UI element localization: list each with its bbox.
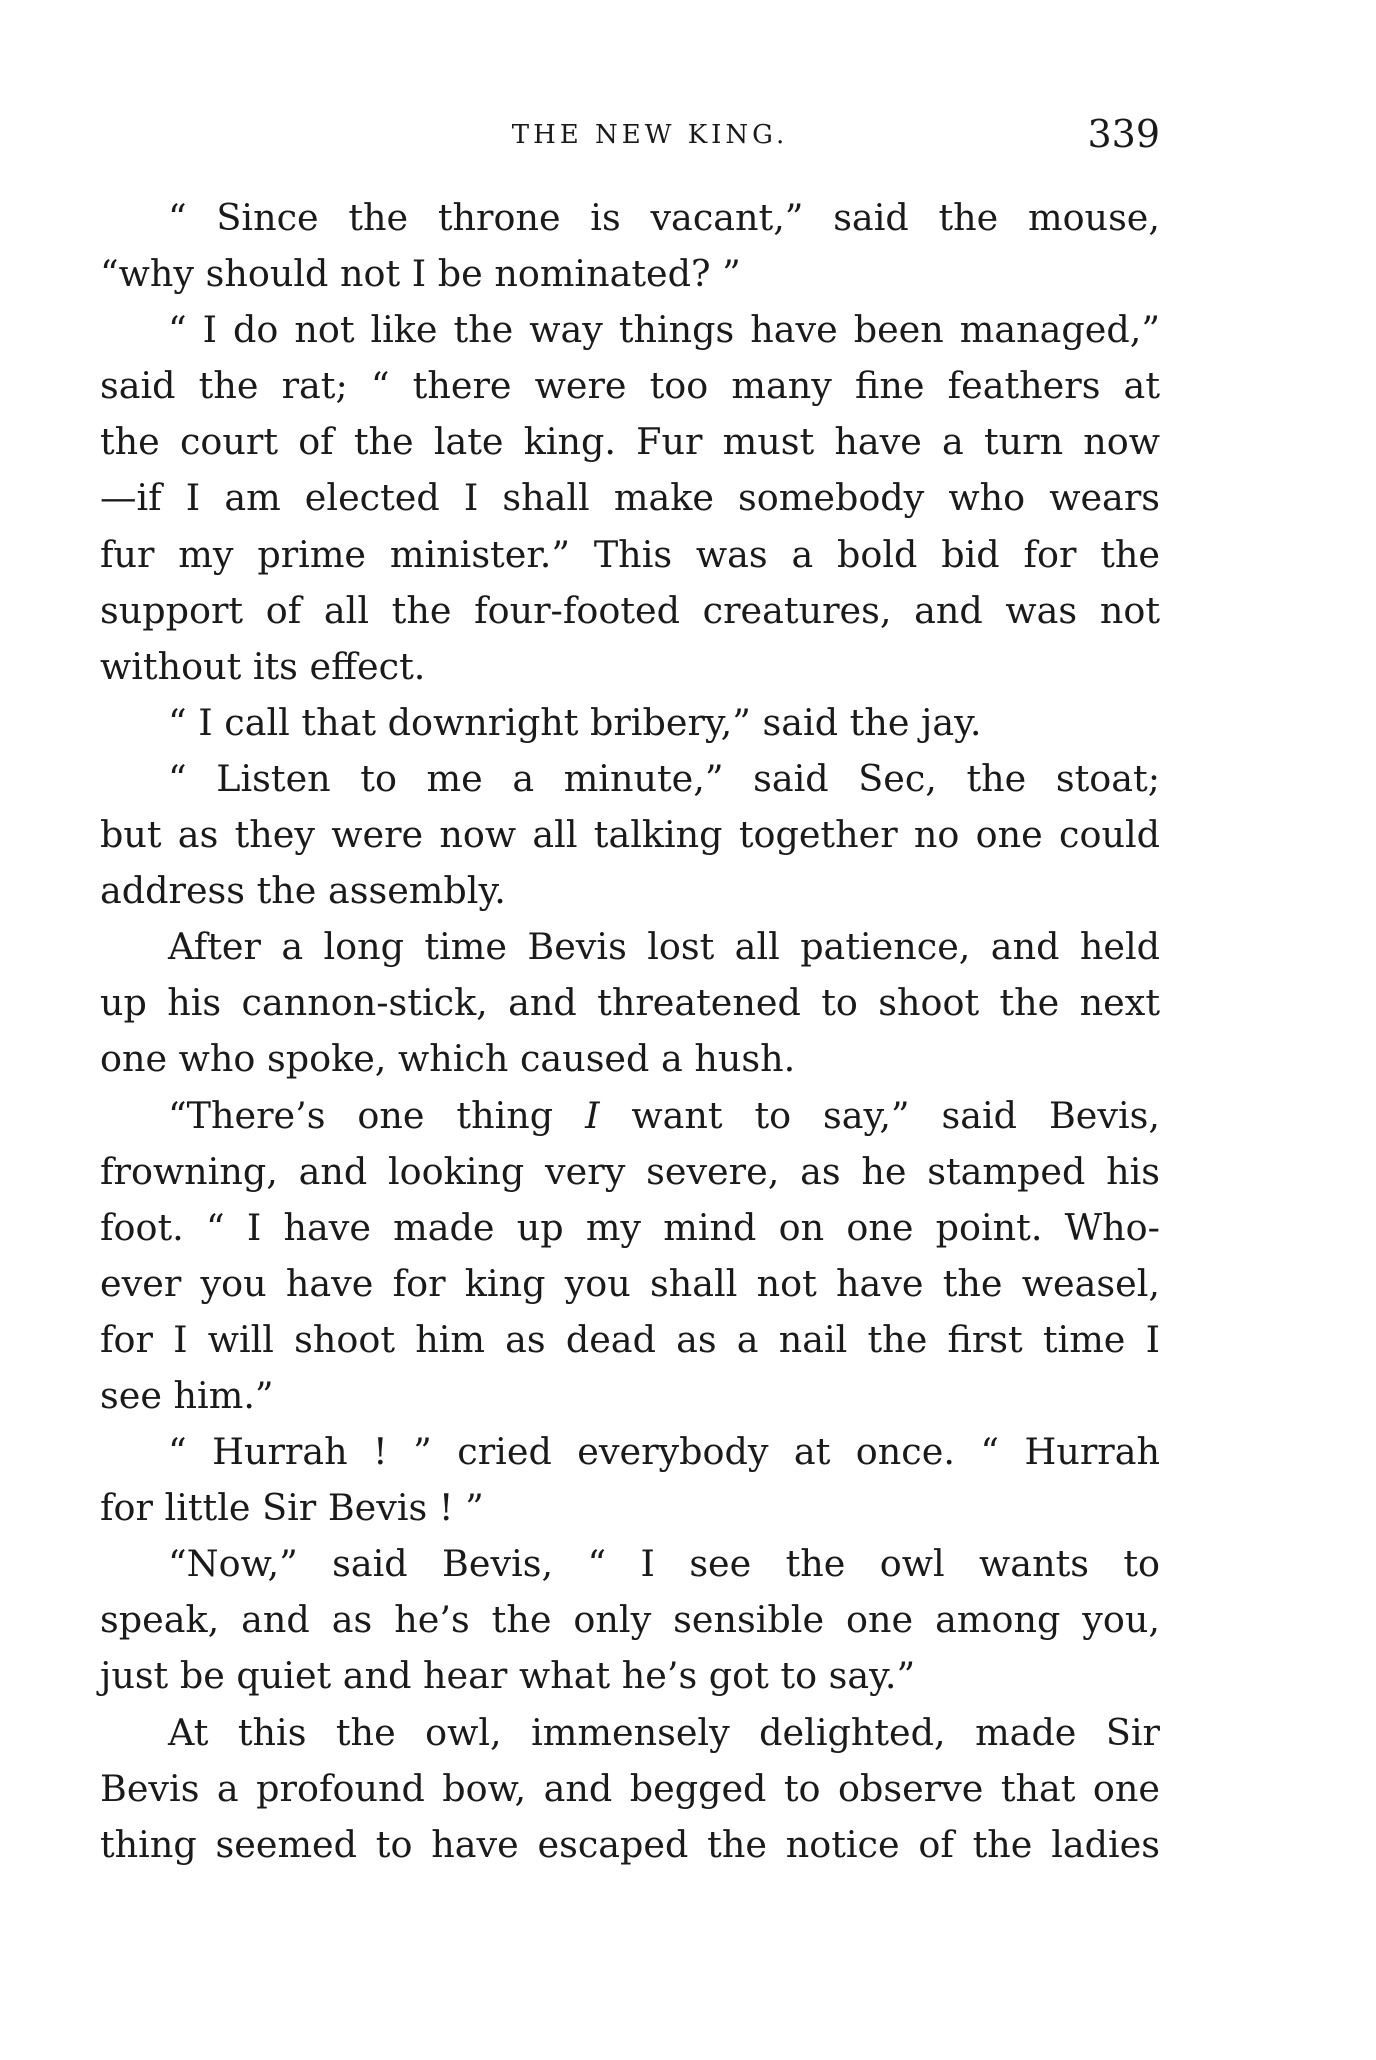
text-line: After a long time Bevis lost all patience, and held bbox=[168, 925, 1160, 969]
text-line: frowning, and looking very severe, as he stamped his bbox=[100, 1149, 1160, 1193]
text-line: speak, and as he’s the only sensible one among you, bbox=[100, 1598, 1160, 1642]
text-line: for I will shoot him as dead as a nail the first time I bbox=[100, 1317, 1160, 1361]
text-segment: “There’s one thing bbox=[168, 1093, 554, 1137]
running-title: THE NEW KING. bbox=[511, 120, 789, 150]
text-line: fur my prime minister.” This was a bold bid for the bbox=[100, 532, 1160, 576]
text-line: support of all the four-footed creatures, and was not bbox=[100, 588, 1160, 632]
text-line: “ Hurrah ! ” cried everybody at once. “ Hurrah bbox=[168, 1430, 1160, 1474]
text-line: “Now,” said Bevis, “ I see the owl wants to bbox=[168, 1542, 1160, 1586]
text-line: “ I do not like the way things have been managed,” bbox=[168, 308, 1160, 352]
text-line: one who spoke, which caused a hush. bbox=[100, 1037, 796, 1081]
text-line: “why should not I be nominated? ” bbox=[100, 252, 741, 296]
text-line: for little Sir Bevis ! ” bbox=[100, 1486, 484, 1530]
text-line: thing seemed to have escaped the notice of the ladies bbox=[100, 1822, 1160, 1866]
text-line: the court of the late king. Fur must have a turn now bbox=[100, 420, 1160, 464]
running-head bbox=[100, 112, 1160, 172]
text-line: —if I am elected I shall make somebody who wears bbox=[100, 476, 1160, 520]
text-line: “ I call that downright bribery,” said the jay. bbox=[168, 700, 982, 744]
page-number: 339 bbox=[1087, 112, 1160, 156]
text-line: Bevis a profound bow, and begged to observe that one bbox=[100, 1766, 1160, 1810]
text-line: just be quiet and hear what he’s got to say.” bbox=[100, 1654, 916, 1698]
text-line: said the rat; “ there were too many fine feathers at bbox=[100, 364, 1160, 408]
text-line: without its effect. bbox=[100, 644, 426, 688]
text-line: At this the owl, immensely delighted, made Sir bbox=[168, 1710, 1160, 1754]
body-text bbox=[100, 190, 1160, 1873]
text-line: but as they were now all talking together no one could bbox=[100, 813, 1160, 857]
text-line: “ Listen to me a minute,” said Sec, the stoat; bbox=[168, 756, 1160, 800]
text-line: ever you have for king you shall not have the weasel, bbox=[100, 1261, 1160, 1305]
text-line: foot. “ I have made up my mind on one point. Who- bbox=[100, 1205, 1160, 1249]
text-line: up his cannon-stick, and threatened to shoot the next bbox=[100, 981, 1160, 1025]
text-line: “ Since the throne is vacant,” said the mouse, bbox=[168, 196, 1160, 239]
text-line: see him.” bbox=[100, 1373, 274, 1417]
italic-word: I bbox=[585, 1093, 600, 1137]
text-line: address the assembly. bbox=[100, 869, 506, 913]
text-segment: want to say,” said Bevis, bbox=[631, 1093, 1160, 1137]
text-line bbox=[100, 1088, 1160, 1144]
